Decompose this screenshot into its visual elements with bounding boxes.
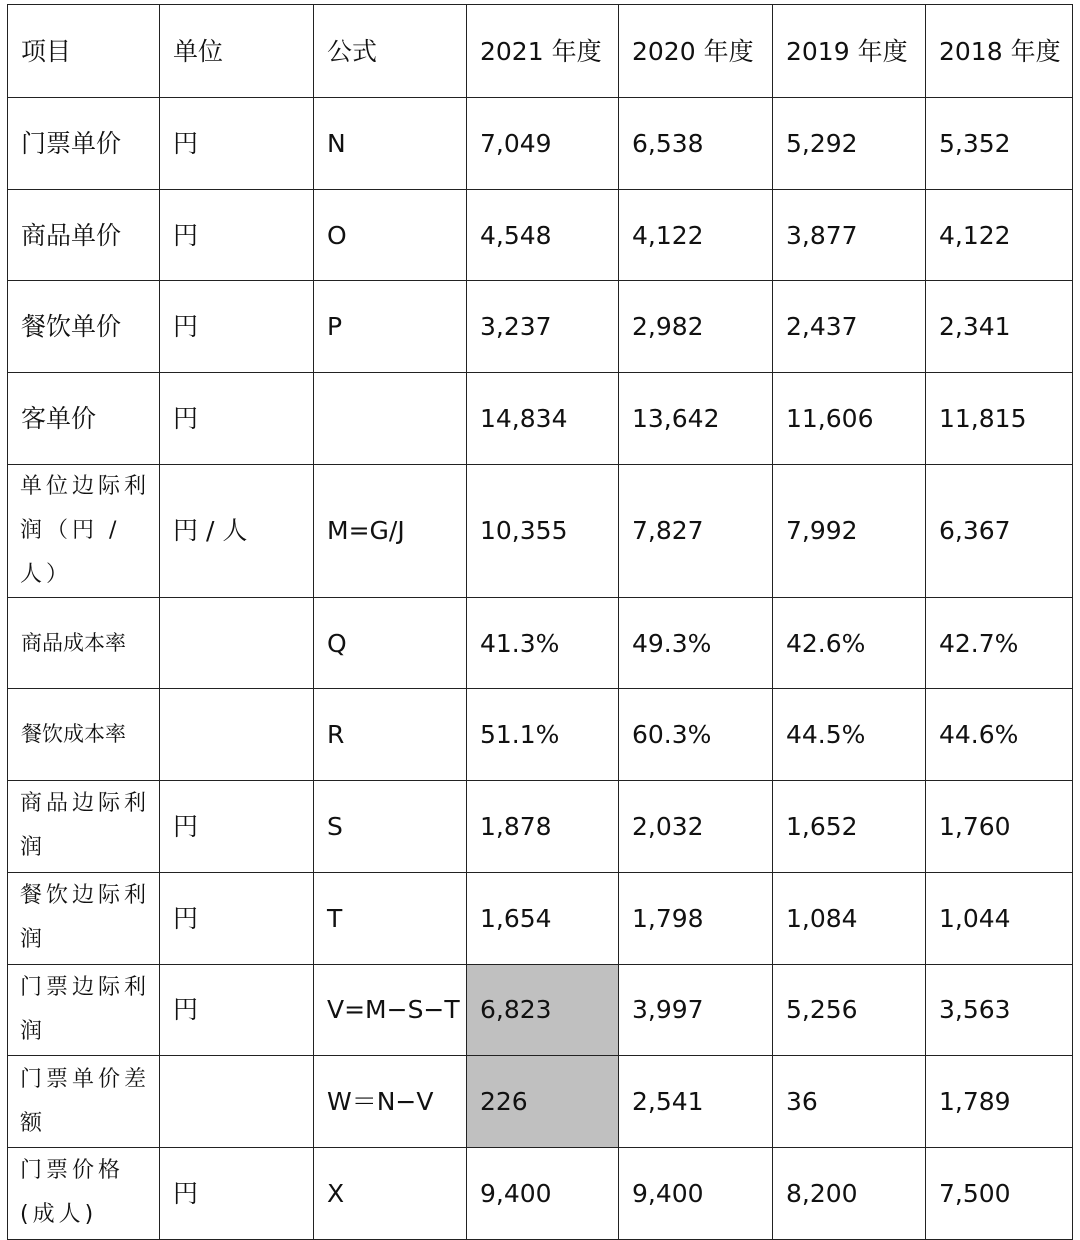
value-2021: 7,049 <box>467 98 619 190</box>
value-2018: 7,500 <box>926 1147 1073 1239</box>
item-cell: 商品边际利润 <box>8 781 160 873</box>
formula-cell: M=G/J <box>314 464 467 597</box>
value-2018: 1,044 <box>926 872 1073 964</box>
header-2019: 2019 年度 <box>773 5 926 98</box>
header-unit: 单位 <box>160 5 314 98</box>
table-row <box>8 872 1073 964</box>
item-cell: 门票价格(成人) <box>8 1147 160 1239</box>
unit-cell: 円 <box>160 98 314 190</box>
value-2019: 11,606 <box>773 373 926 465</box>
unit-cell: 円 <box>160 189 314 281</box>
value-2018: 5,352 <box>926 98 1073 190</box>
header-formula: 公式 <box>314 5 467 98</box>
value-2018: 1,760 <box>926 781 1073 873</box>
formula-cell: S <box>314 781 467 873</box>
value-2021: 3,237 <box>467 281 619 373</box>
table-row <box>8 597 1073 689</box>
unit-cell: 円 <box>160 1147 314 1239</box>
value-2020: 9,400 <box>619 1147 773 1239</box>
table-row <box>8 1147 1073 1239</box>
formula-cell: O <box>314 189 467 281</box>
table-header-row <box>8 5 1073 98</box>
unit-cell: 円 <box>160 373 314 465</box>
data-table <box>7 4 1073 1240</box>
value-2018: 6,367 <box>926 464 1073 597</box>
value-2021: 4,548 <box>467 189 619 281</box>
item-cell: 商品成本率 <box>8 597 160 689</box>
value-2018: 2,341 <box>926 281 1073 373</box>
formula-cell <box>314 373 467 465</box>
item-cell: 商品单价 <box>8 189 160 281</box>
unit-cell: 円 <box>160 964 314 1056</box>
item-cell: 单位边际利润（円 / 人） <box>8 464 160 597</box>
value-2020: 60.3% <box>619 689 773 781</box>
unit-cell: 円 <box>160 281 314 373</box>
header-2018: 2018 年度 <box>926 5 1073 98</box>
value-2021-highlighted: 6,823 <box>467 964 619 1056</box>
value-2018: 3,563 <box>926 964 1073 1056</box>
item-cell: 餐饮单价 <box>8 281 160 373</box>
value-2020: 1,798 <box>619 872 773 964</box>
value-2021: 51.1% <box>467 689 619 781</box>
unit-cell <box>160 689 314 781</box>
value-2019: 5,256 <box>773 964 926 1056</box>
value-2020: 3,997 <box>619 964 773 1056</box>
formula-cell: W＝N−V <box>314 1056 467 1148</box>
table-row <box>8 281 1073 373</box>
unit-cell: 円 <box>160 781 314 873</box>
table-row <box>8 689 1073 781</box>
formula-cell: X <box>314 1147 467 1239</box>
value-2020: 2,032 <box>619 781 773 873</box>
value-2021: 1,654 <box>467 872 619 964</box>
value-2020: 2,982 <box>619 281 773 373</box>
table-row <box>8 189 1073 281</box>
unit-cell: 円 / 人 <box>160 464 314 597</box>
formula-cell: N <box>314 98 467 190</box>
value-2021: 14,834 <box>467 373 619 465</box>
item-cell: 客单价 <box>8 373 160 465</box>
item-cell: 门票单价 <box>8 98 160 190</box>
value-2019: 42.6% <box>773 597 926 689</box>
table-row <box>8 781 1073 873</box>
value-2020: 49.3% <box>619 597 773 689</box>
value-2019: 7,992 <box>773 464 926 597</box>
unit-cell: 円 <box>160 872 314 964</box>
header-2020: 2020 年度 <box>619 5 773 98</box>
value-2021: 9,400 <box>467 1147 619 1239</box>
value-2018: 4,122 <box>926 189 1073 281</box>
formula-cell: T <box>314 872 467 964</box>
header-item: 项目 <box>8 5 160 98</box>
table-row <box>8 1056 1073 1148</box>
unit-cell <box>160 597 314 689</box>
value-2018: 1,789 <box>926 1056 1073 1148</box>
value-2019: 8,200 <box>773 1147 926 1239</box>
value-2018: 11,815 <box>926 373 1073 465</box>
value-2021: 1,878 <box>467 781 619 873</box>
value-2019: 5,292 <box>773 98 926 190</box>
value-2020: 6,538 <box>619 98 773 190</box>
value-2019: 44.5% <box>773 689 926 781</box>
header-2021: 2021 年度 <box>467 5 619 98</box>
formula-cell: V=M−S−T <box>314 964 467 1056</box>
value-2019: 1,084 <box>773 872 926 964</box>
value-2019: 2,437 <box>773 281 926 373</box>
value-2020: 2,541 <box>619 1056 773 1148</box>
value-2019: 1,652 <box>773 781 926 873</box>
value-2019: 3,877 <box>773 189 926 281</box>
unit-cell <box>160 1056 314 1148</box>
value-2021: 41.3% <box>467 597 619 689</box>
item-cell: 餐饮成本率 <box>8 689 160 781</box>
value-2020: 4,122 <box>619 189 773 281</box>
value-2021-highlighted: 226 <box>467 1056 619 1148</box>
table-row <box>8 464 1073 597</box>
table-row <box>8 964 1073 1056</box>
value-2020: 13,642 <box>619 373 773 465</box>
item-cell: 餐饮边际利润 <box>8 872 160 964</box>
value-2020: 7,827 <box>619 464 773 597</box>
value-2018: 42.7% <box>926 597 1073 689</box>
formula-cell: P <box>314 281 467 373</box>
item-cell: 门票边际利润 <box>8 964 160 1056</box>
formula-cell: Q <box>314 597 467 689</box>
table-row <box>8 373 1073 465</box>
table-row <box>8 98 1073 190</box>
value-2018: 44.6% <box>926 689 1073 781</box>
data-table-container <box>7 4 1073 1240</box>
value-2021: 10,355 <box>467 464 619 597</box>
formula-cell: R <box>314 689 467 781</box>
item-cell: 门票单价差额 <box>8 1056 160 1148</box>
value-2019: 36 <box>773 1056 926 1148</box>
